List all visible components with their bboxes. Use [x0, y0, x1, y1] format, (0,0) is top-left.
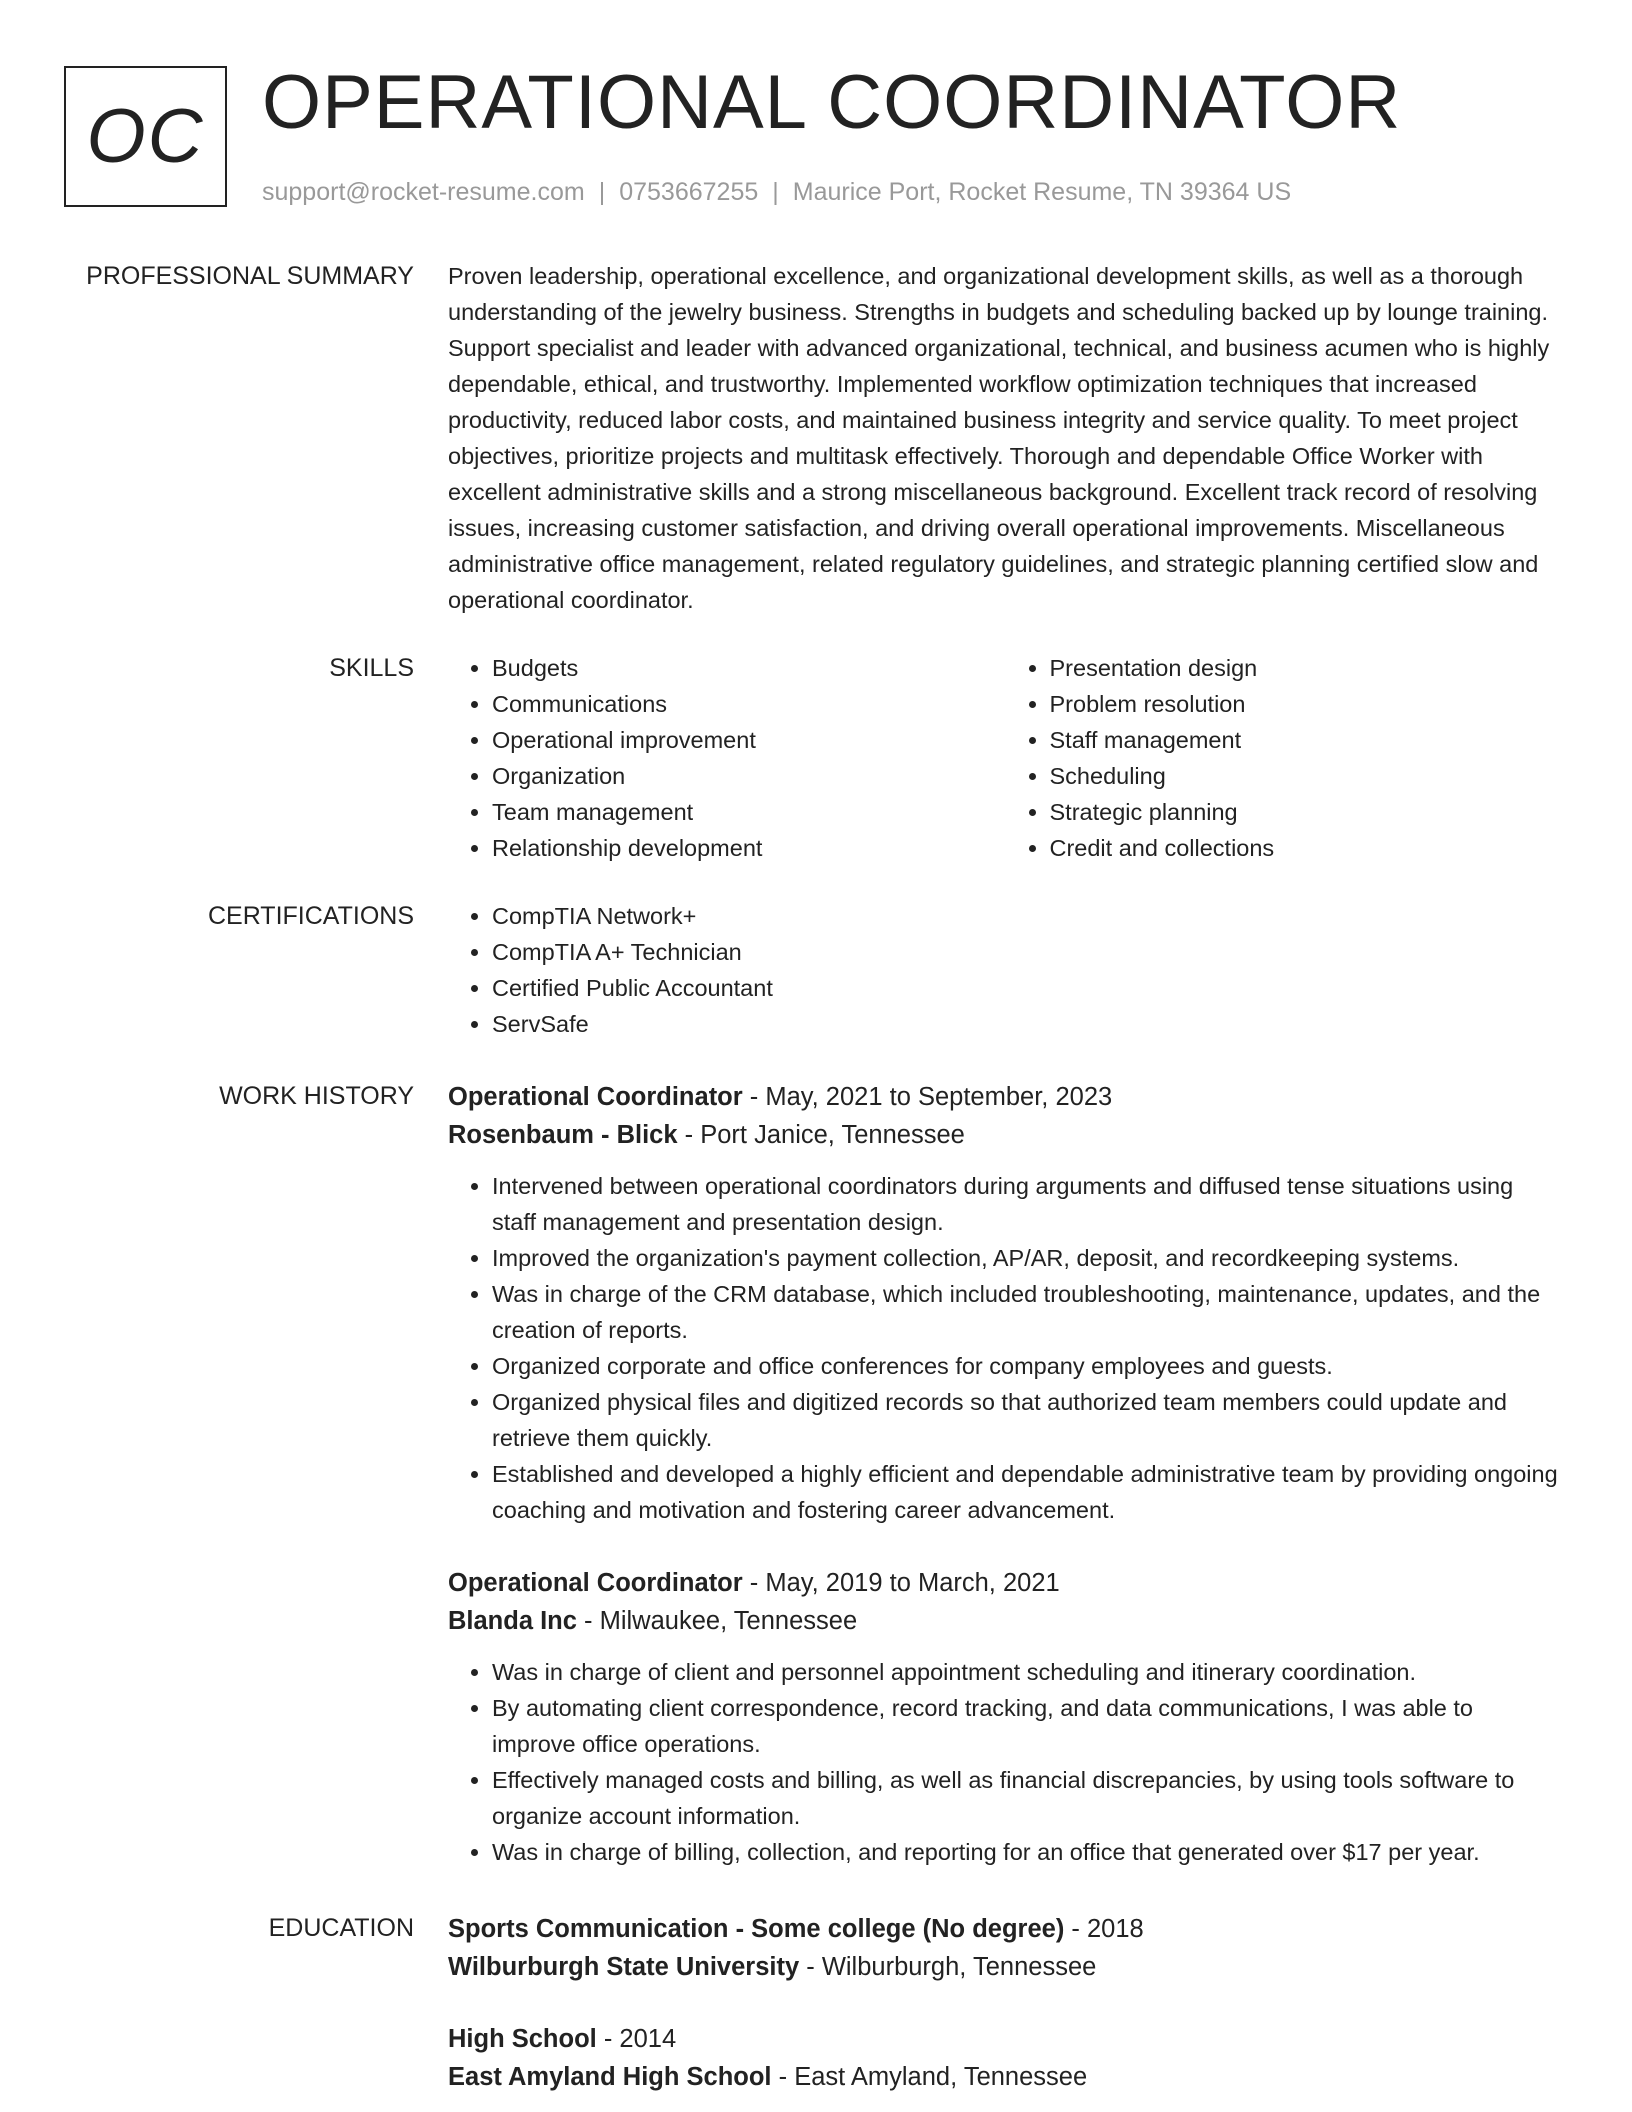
education-school-line	[448, 1948, 1563, 1986]
job-company-line	[448, 1602, 1563, 1640]
contact-line	[262, 176, 1291, 208]
job-role: Operational Coordinator	[448, 1569, 743, 1597]
skill-item: • Team management	[492, 794, 1006, 830]
job-location: - Milwaukee, Tennessee	[576, 1607, 858, 1635]
section-title-summary: PROFESSIONAL SUMMARY	[86, 262, 414, 290]
skill-item: • Credit and collections	[1050, 830, 1564, 866]
skill-item: • Problem resolution	[1050, 686, 1564, 722]
job-bullet: • Was in charge of client and personnel appointment scheduling and itinerary coordination.	[492, 1654, 1563, 1690]
job-company: Blanda Inc	[448, 1607, 577, 1635]
section-title-education: EDUCATION	[268, 1914, 414, 1942]
skill-item: • Budgets	[492, 650, 1006, 686]
contact-address: Maurice Port, Rocket Resume, TN 39364 US	[792, 178, 1292, 206]
contact-email: support@rocket-resume.com	[262, 178, 585, 206]
education-degree: Sports Communication - Some college (No degree)	[448, 1915, 1065, 1943]
education-degree-line	[448, 1910, 1563, 1948]
section-title-certifications: CERTIFICATIONS	[207, 902, 414, 930]
job-bullet: • Established and developed a highly efficient and dependable administrative team by providing ongoing coaching and motivation and fostering career advancement.	[492, 1456, 1563, 1528]
skill-item: • Communications	[492, 686, 1006, 722]
job-company: Rosenbaum - Blick	[448, 1121, 678, 1149]
job-entry	[448, 1564, 1563, 1870]
skills-list-right	[1006, 650, 1564, 866]
contact-separator: |	[598, 178, 606, 206]
job-bullets	[448, 1168, 1563, 1528]
education-degree-line	[448, 2020, 1563, 2058]
education-location: - East Amyland, Tennessee	[771, 2063, 1088, 2091]
certification-item: • CompTIA Network+	[492, 898, 1563, 934]
job-bullet: • Was in charge of billing, collection, and reporting for an office that generated over $17 per year.	[492, 1834, 1563, 1870]
skills-list-left	[448, 650, 1006, 866]
certification-item: • CompTIA A+ Technician	[492, 934, 1563, 970]
job-bullet: • Organized physical files and digitized records so that authorized team members could update and retrieve them quickly.	[492, 1384, 1563, 1456]
skill-item: • Operational improvement	[492, 722, 1006, 758]
job-entry	[448, 1078, 1563, 1528]
skill-item: • Relationship development	[492, 830, 1006, 866]
education-location: - Wilburburgh, Tennessee	[799, 1953, 1097, 1981]
education-degree: High School	[448, 2025, 597, 2053]
education-school: Wilburburgh State University	[448, 1953, 800, 1981]
job-dates: - May, 2019 to March, 2021	[742, 1569, 1060, 1597]
skill-item: • Presentation design	[1050, 650, 1564, 686]
education-entry	[448, 2020, 1563, 2096]
job-role: Operational Coordinator	[448, 1083, 743, 1111]
education-school-line	[448, 2058, 1563, 2096]
skill-item: • Staff management	[1050, 722, 1564, 758]
monogram-box	[64, 66, 227, 207]
section-title-skills: SKILLS	[329, 654, 414, 682]
education-entry	[448, 1910, 1563, 1986]
certification-item: • ServSafe	[492, 1006, 1563, 1042]
resume-name: OPERATIONAL COORDINATOR	[262, 60, 1402, 145]
job-company-line	[448, 1116, 1563, 1154]
job-bullet: • Organized corporate and office conferences for company employees and guests.	[492, 1348, 1563, 1384]
job-dates: - May, 2021 to September, 2023	[742, 1083, 1113, 1111]
monogram-initials: OC	[86, 94, 205, 179]
certification-item: • Certified Public Accountant	[492, 970, 1563, 1006]
job-role-line	[448, 1564, 1563, 1602]
education-year: - 2018	[1064, 1915, 1144, 1943]
skill-item: • Scheduling	[1050, 758, 1564, 794]
certifications-list	[448, 898, 1563, 1042]
job-bullets	[448, 1654, 1563, 1870]
contact-phone: 0753667255	[619, 178, 759, 206]
section-title-work: WORK HISTORY	[219, 1082, 414, 1110]
skill-item: • Organization	[492, 758, 1006, 794]
skill-item: • Strategic planning	[1050, 794, 1564, 830]
certifications-body	[448, 898, 1563, 1042]
job-bullet: • Intervened between operational coordinators during arguments and diffused tense situations using staff management and presentation design.	[492, 1168, 1563, 1240]
education-school: East Amyland High School	[448, 2063, 772, 2091]
skills-columns	[448, 650, 1563, 866]
job-location: - Port Janice, Tennessee	[677, 1121, 965, 1149]
job-bullet: • Was in charge of the CRM database, which included troubleshooting, maintenance, updates, and the creation of reports.	[492, 1276, 1563, 1348]
education-year: - 2014	[596, 2025, 677, 2053]
summary-text: Proven leadership, operational excellence, and organizational development skills, as well as a thorough understanding of the jewelry business. Strengths in budgets and scheduling backed up by lounge training. Support specialist and leader with advanced organizational, technical, and business acumen who is highly dependable, ethical, and trustworthy. Implemented workflow optimization techniques that increased productivity, reduced labor costs, and maintained business integrity and service quality. To meet project objectives, prioritize projects and multitask effectively. Thorough and dependable Office Worker with excellent administrative skills and a strong miscellaneous background. Excellent track record of resolving issues, increasing customer satisfaction, and driving overall operational improvements. Miscellaneous administrative office management, related regulatory guidelines, and strategic planning certified slow and operational coordinator.	[448, 263, 1550, 613]
job-bullet: • Improved the organization's payment collection, AP/AR, deposit, and recordkeeping systems.	[492, 1240, 1563, 1276]
job-bullet: • By automating client correspondence, record tracking, and data communications, I was able to improve office operations.	[492, 1690, 1563, 1762]
job-role-line	[448, 1078, 1563, 1116]
contact-separator: |	[772, 178, 779, 206]
job-bullet: • Effectively managed costs and billing, as well as financial discrepancies, by using tools software to organize account information.	[492, 1762, 1563, 1834]
